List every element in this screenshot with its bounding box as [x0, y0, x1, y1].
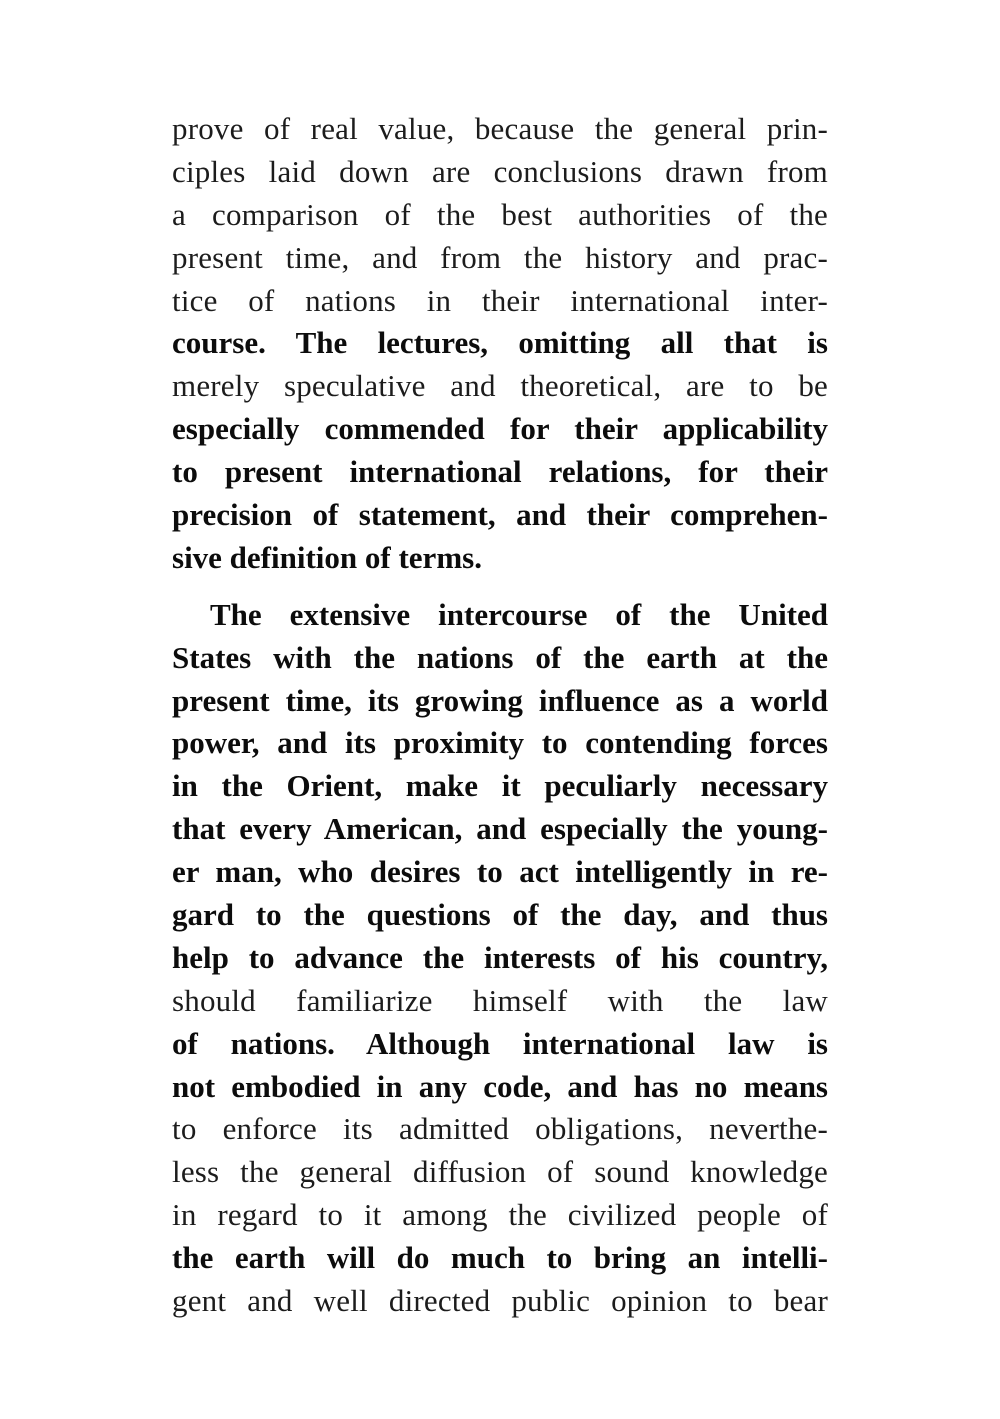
text-line: The extensive intercourse of the United — [210, 596, 828, 632]
text-line: especially commended for their applicability — [172, 411, 828, 447]
text-line: a comparison of the best authorities of the — [172, 196, 828, 232]
paragraph-1 — [172, 108, 828, 580]
text-line: tice of nations in their international inter- — [172, 282, 828, 318]
text-line: gard to the questions of the day, and thus — [172, 897, 828, 933]
text-line: to enforce its admitted obligations, neverthe- — [172, 1111, 828, 1147]
text-line: in the Orient, make it peculiarly necessary — [172, 768, 828, 804]
text-line: that every American, and especially the young- — [172, 811, 828, 847]
text-line: States with the nations of the earth at the — [172, 639, 828, 675]
text-line: not embodied in any code, and has no means — [172, 1068, 828, 1104]
text-line: precision of statement, and their comprehen- — [172, 497, 828, 533]
text-line: course. The lectures, omitting all that is — [172, 325, 828, 361]
text-line: power, and its proximity to contending forces — [172, 725, 828, 761]
text-line: less the general diffusion of sound knowledge — [172, 1154, 828, 1190]
text-line: gent and well directed public opinion to bear — [172, 1283, 828, 1319]
text-line: prove of real value, because the general prin- — [172, 111, 828, 146]
text-line: should familiarize himself with the law — [172, 982, 828, 1018]
text-line: to present international relations, for their — [172, 454, 828, 490]
text-line: merely speculative and theoretical, are to be — [172, 368, 828, 404]
text-line: help to advance the interests of his country, — [172, 939, 828, 975]
text-line: er man, who desires to act intelligently in re- — [172, 854, 828, 890]
text-line: in regard to it among the civilized people of — [172, 1197, 828, 1233]
text-line: present time, its growing influence as a world — [172, 682, 828, 718]
text-line: the earth will do much to bring an intelli- — [172, 1240, 828, 1276]
document-page — [172, 108, 828, 1323]
text-line: of nations. Although international law is — [172, 1025, 828, 1061]
paragraph-2 — [172, 594, 828, 1323]
text-line: present time, and from the history and prac- — [172, 239, 828, 275]
text-line: ciples laid down are conclusions drawn from — [172, 153, 828, 189]
text-line: sive definition of terms. — [172, 539, 482, 575]
